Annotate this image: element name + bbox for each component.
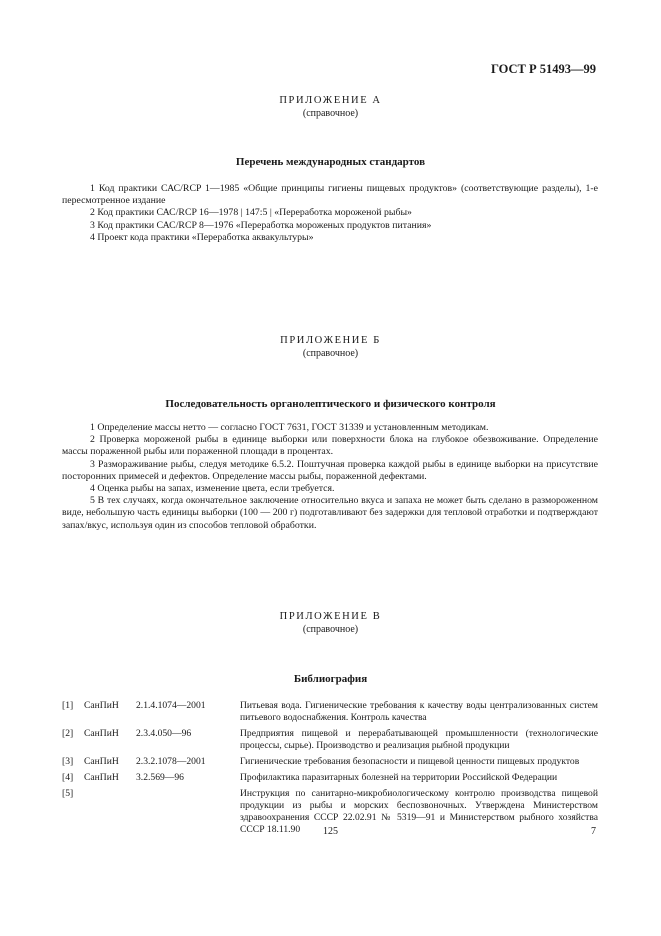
bibliography-list [62, 700, 598, 840]
entry-number: [2] [62, 728, 74, 739]
list-item: 2 Код практики САС/RCP 16—1978 | 147:5 | «Переработка мороженой рыбы» [90, 207, 412, 219]
bibliography-entry [62, 728, 598, 752]
page-number-right: 7 [591, 826, 596, 837]
list-item: 4 Проект кода практики «Переработка аквакультуры» [90, 231, 314, 243]
entry-number: [5] [62, 788, 74, 799]
page-number-center: 125 [323, 826, 338, 837]
entry-doc-type: СанПиН [84, 728, 119, 739]
bibliography-entry [62, 700, 598, 724]
entry-code: 2.3.4.050—96 [136, 728, 192, 739]
entry-number: [4] [62, 772, 74, 783]
standard-number: ГОСТ Р 51493—99 [490, 62, 596, 76]
entry-title: Инструкция по санитарно-микробиологическому контролю производства пищевой продукции из рыбы и морских беспозвоночных. Утверждена Министерством здравоохранения СССР 22.02.91 № 5319—91 и Министерством рыбного хозяйства СССР 18.11.90 [240, 788, 598, 835]
list-item: 2 Проверка мороженой рыбы в единице выборки или поверхности блока на глубокое обезвоживание. Определение массы пораженной рыбы или пораженной площади в процентах. [62, 434, 598, 458]
entry-code: 3.2.569—96 [136, 772, 184, 783]
entry-doc-type [84, 788, 136, 836]
appendix-b-heading: Последовательность органолептического и физического контроля [165, 398, 496, 410]
entry-number: [3] [62, 756, 74, 767]
entry-code [136, 788, 240, 836]
list-item: 3 Размораживание рыбы, следуя методике 6.5.2. Поштучная проверка каждой рыбы в единице выборки на присутствие посторонних примесей и дефектов. Определение массы рыбы, пораженной дефектами. [62, 458, 598, 482]
appendix-a-heading: Перечень международных стандартов [235, 156, 426, 168]
list-item: 1 Код практики САС/RCP 1—1985 «Общие принципы гигиены пищевых продуктов» (соответствующие разделы), 1-е пересмотренное издание [62, 183, 598, 207]
entry-number: [1] [62, 700, 74, 711]
entry-title: Гигиенические требования безопасности и пищевой ценности пищевых продуктов [240, 756, 580, 767]
entry-doc-type: СанПиН [84, 756, 119, 767]
entry-title: Питьевая вода. Гигиенические требования к качеству воды централизованных систем питьевого водоснабжения. Контроль качества [240, 700, 598, 723]
entry-doc-type: СанПиН [84, 700, 119, 711]
appendix-b-title: ПРИЛОЖЕНИЕ Б [280, 335, 381, 346]
appendix-b-list [62, 422, 598, 532]
entry-title: Предприятия пищевой и перерабатывающей промышленности (технологические процессы, сырье). Производство и реализация рыбной продукции [240, 728, 598, 751]
entry-code: 2.1.4.1074—2001 [136, 700, 206, 711]
appendix-a-title: ПРИЛОЖЕНИЕ А [279, 95, 382, 106]
bibliography-heading: Библиография [293, 673, 368, 685]
appendix-a-list [62, 183, 598, 244]
list-item: 1 Определение массы нетто — согласно ГОСТ 7631, ГОСТ 31339 и установленным методикам. [90, 422, 489, 433]
appendix-v-title: ПРИЛОЖЕНИЕ В [279, 611, 382, 622]
entry-code: 2.3.2.1078—2001 [136, 756, 206, 767]
entry-doc-type: СанПиН [84, 772, 119, 783]
appendix-a-subtitle: (справочное) [302, 108, 359, 119]
list-item: 5 В тех случаях, когда окончательное заключение относительно вкуса и запаха не может быть сделано в размороженном виде, небольшую часть единицы выборки (100 — 200 г) подготавливают без задержки для тепловой отработки и подтверждают запах/вкус, используя один из способов тепловой обработки. [62, 495, 598, 531]
entry-title: Профилактика паразитарных болезней на территории Российской Федерации [240, 772, 558, 783]
list-item: 3 Код практики САС/RCP 8—1976 «Переработка мороженых продуктов питания» [90, 219, 432, 231]
bibliography-entry [62, 756, 598, 768]
bibliography-entry [62, 772, 598, 784]
appendix-b-subtitle: (справочное) [302, 348, 359, 359]
list-item: 4 Оценка рыбы на запах, изменение цвета, если требуется. [90, 483, 335, 495]
appendix-v-subtitle: (справочное) [302, 624, 359, 635]
